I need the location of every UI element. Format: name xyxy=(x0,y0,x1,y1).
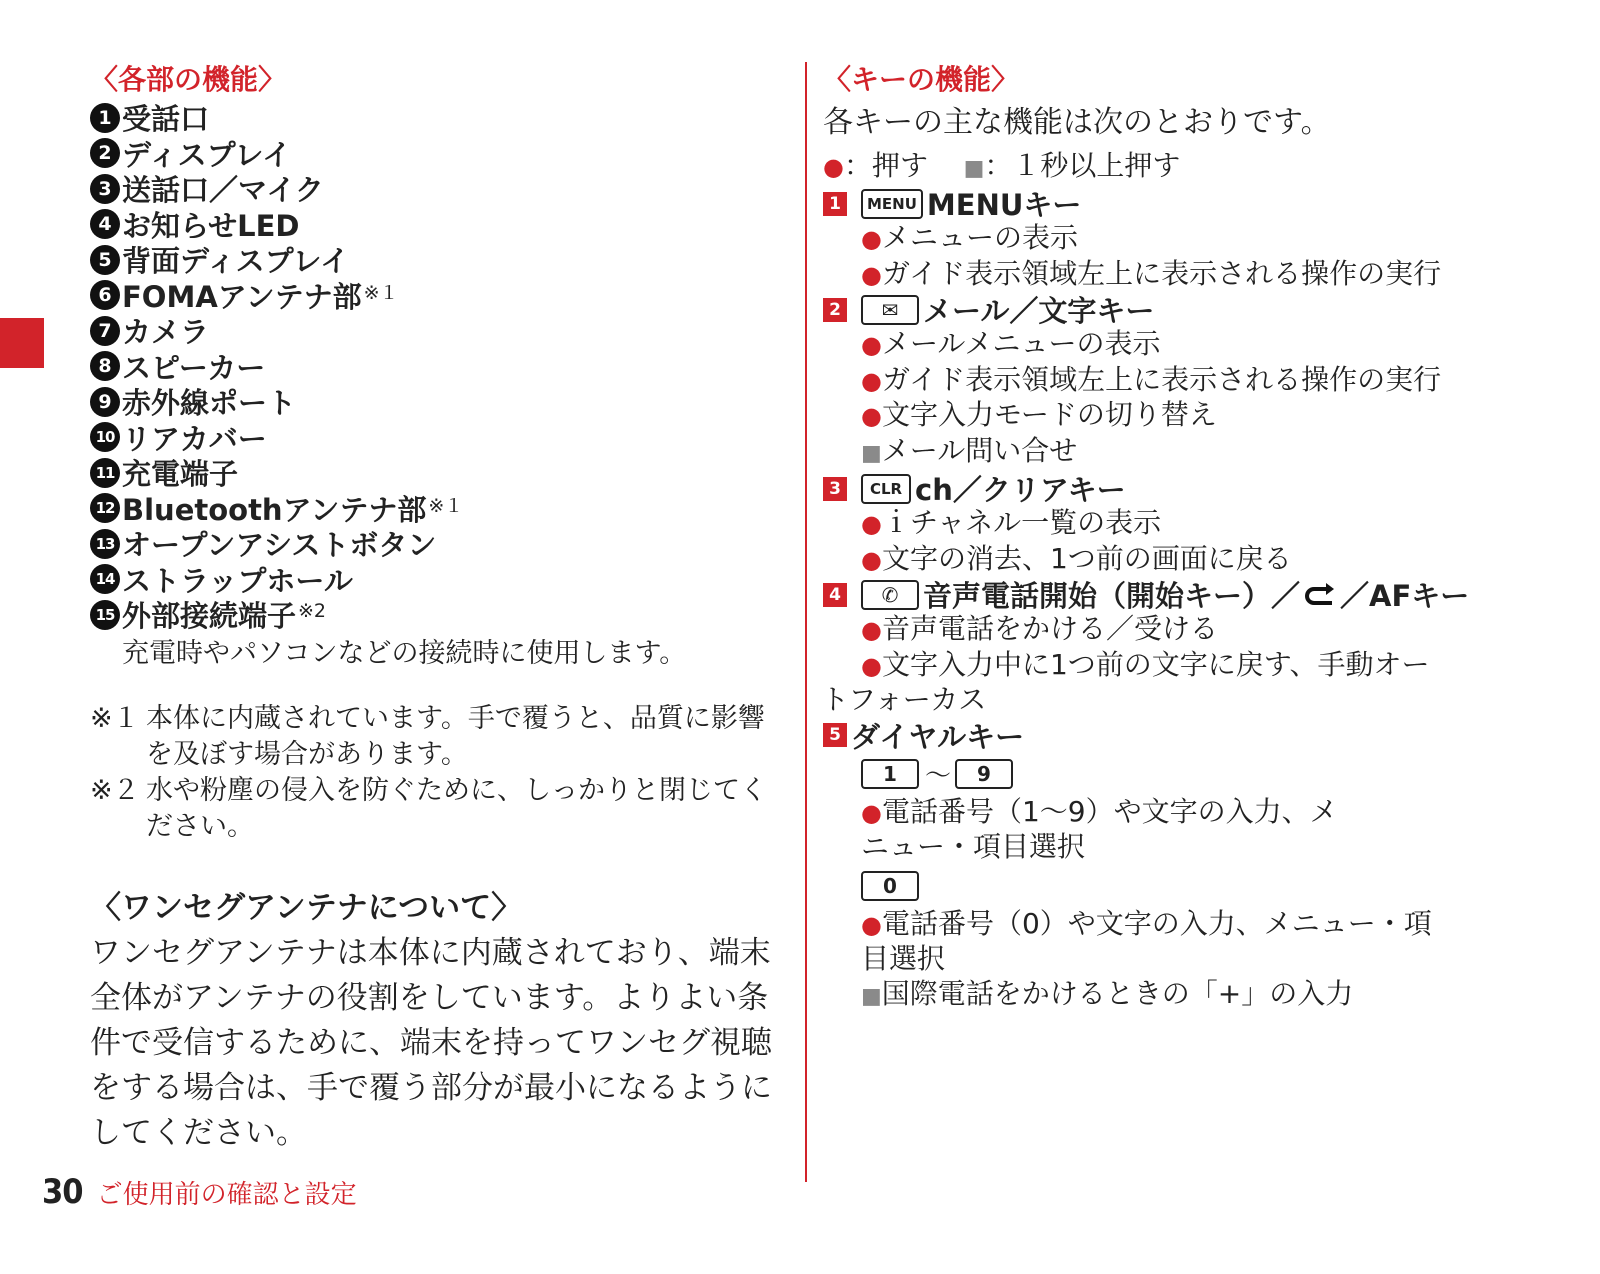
dial-1-9-function xyxy=(823,795,1563,831)
hold-square-icon: ■ xyxy=(861,440,882,466)
part-label: 背面ディスプレイ xyxy=(122,244,350,279)
part-item xyxy=(90,384,780,420)
press-bullet-icon: ● xyxy=(861,910,882,939)
key-4-continuation: トフォーカス xyxy=(821,683,987,716)
function-text: 電話番号（0）や文字の入力、メニュー・項 xyxy=(881,906,1432,940)
footnote-mark: ※２ xyxy=(90,774,140,806)
key-function-item xyxy=(823,506,1563,542)
dial-0-function xyxy=(823,907,1563,943)
part-label: ディスプレイ xyxy=(122,137,292,172)
key-1-functions xyxy=(823,221,1563,292)
press-bullet-icon: ● xyxy=(861,402,882,430)
press-bullet-icon: ● xyxy=(861,798,882,827)
press-bullet-icon: ● xyxy=(861,366,882,395)
part-item xyxy=(90,455,780,491)
function-text: メニューの表示 xyxy=(881,221,1078,254)
page-footer xyxy=(42,1172,357,1212)
key-name: 音声電話開始（開始キー）／ xyxy=(923,579,1301,613)
oneseg-section-title: 〈ワンセグアンテナについて〉 xyxy=(90,889,523,926)
function-text: 国際電話をかけるときの「+」の入力 xyxy=(881,976,1354,1010)
dial-0-function-cont: 目選択 xyxy=(861,942,946,975)
part-label: Bluetoothアンテナ部 xyxy=(122,492,427,527)
part-item xyxy=(90,242,780,278)
key-function-item xyxy=(823,327,1563,363)
function-text: 文字入力中に1つ前の文字に戻す、手動オー xyxy=(881,647,1430,681)
part-number-badge: 15 xyxy=(90,600,120,630)
function-text: 文字入力モードの切り替え xyxy=(881,398,1217,431)
part-item xyxy=(90,420,780,456)
part-label: スピーカー xyxy=(122,350,266,385)
part-number-badge: 3 xyxy=(90,174,120,204)
page-number: 30 xyxy=(42,1172,83,1212)
right-column xyxy=(823,60,1563,1014)
dial-key-1-icon: 1 xyxy=(861,759,919,789)
oneseg-body: ワンセグアンテナは本体に内蔵されており、端末全体がアンテナの役割をしています。よりよい条件で受信するために、端末を持ってワンセグ視聴をする場合は、手で覆う部分が最小になるようにしてください。 xyxy=(90,934,772,1151)
press-bullet-icon: ● xyxy=(861,651,882,680)
key-function-item xyxy=(823,257,1563,293)
return-arrow-icon xyxy=(1302,582,1338,608)
key-number-badge: 1 xyxy=(823,192,847,216)
hold-square-icon: ■ xyxy=(861,983,882,1009)
function-text: 音声電話をかける／受ける xyxy=(881,612,1218,645)
key-number-badge: 4 xyxy=(823,583,847,607)
call-key-icon: ✆ xyxy=(861,580,919,610)
part-label: 充電端子 xyxy=(122,457,239,492)
key-function-item xyxy=(823,221,1563,257)
legend-hold: ：１秒以上押す xyxy=(984,149,1181,182)
key-3-functions xyxy=(823,506,1563,577)
part-item xyxy=(90,100,780,136)
left-column xyxy=(90,60,780,1156)
key-function-item xyxy=(823,648,1563,684)
part-label: 送話口／マイク xyxy=(122,173,324,208)
clear-key-icon: CLR xyxy=(861,474,911,504)
press-bullet-icon: ● xyxy=(861,331,882,359)
key-function-item xyxy=(823,612,1563,648)
part-label: リアカバー xyxy=(122,421,267,456)
mail-key-icon: ✉ xyxy=(861,295,919,325)
part-number-badge: 8 xyxy=(90,351,120,381)
function-text: ガイド表示領域左上に表示される操作の実行 xyxy=(881,362,1442,396)
function-text: ガイド表示領域左上に表示される操作の実行 xyxy=(881,256,1442,290)
part-number-badge: 5 xyxy=(90,245,120,275)
part-item xyxy=(90,491,780,527)
part-label: 赤外線ポート xyxy=(122,386,297,421)
press-bullet-icon: ● xyxy=(861,545,882,574)
footnote-1 xyxy=(90,701,780,773)
press-bullet-icon: ● xyxy=(861,260,882,289)
dial-key-9-icon: 9 xyxy=(955,759,1013,789)
key-name-tail: ／AFキー xyxy=(1340,579,1470,613)
function-text: 電話番号（1～9）や文字の入力、メ xyxy=(881,794,1338,828)
menu-key-icon: MENU xyxy=(861,189,923,219)
part-number-badge: 6 xyxy=(90,280,120,310)
legend-press: ：押す xyxy=(843,149,928,182)
footnotes xyxy=(90,701,780,845)
part-number-badge: 14 xyxy=(90,564,120,594)
key-name: ダイヤルキー xyxy=(851,719,1025,754)
key-3-heading xyxy=(823,471,1563,506)
key-function-item xyxy=(823,434,1563,472)
dial-key-0-icon: 0 xyxy=(861,871,919,901)
press-bullet-icon: ● xyxy=(861,510,882,538)
part-item xyxy=(90,207,780,243)
key-4-functions xyxy=(823,612,1563,683)
dial-key-range xyxy=(823,753,1563,795)
key-name: メール／文字キー xyxy=(923,294,1155,328)
part-number-badge: 1 xyxy=(90,103,120,133)
function-text: メールメニューの表示 xyxy=(881,327,1161,360)
key-2-functions xyxy=(823,327,1563,471)
part-footnote-ref: ※１ xyxy=(363,281,399,304)
chapter-tab xyxy=(0,318,44,368)
part-number-badge: 7 xyxy=(90,316,120,346)
key-5-heading xyxy=(823,718,1563,753)
footnote-text: 本体に内蔵されています。手で覆うと、品質に影響を及ぼす場合があります。 xyxy=(146,702,765,770)
part-15-description: 充電時やパソコンなどの接続時に使用します。 xyxy=(122,637,687,669)
part-footnote-ref: ※2 xyxy=(298,599,327,622)
press-bullet-icon: ● xyxy=(823,153,844,181)
key-function-item xyxy=(823,542,1563,578)
part-label: 受話口 xyxy=(122,102,210,137)
part-item xyxy=(90,597,780,633)
part-label: オープンアシストボタン xyxy=(122,528,437,563)
column-divider xyxy=(805,62,807,1182)
part-number-badge: 10 xyxy=(90,422,120,452)
key-function-item xyxy=(823,398,1563,434)
dial-key-zero xyxy=(823,865,1563,907)
part-item xyxy=(90,278,780,314)
press-bullet-icon: ● xyxy=(861,616,882,644)
range-separator: ～ xyxy=(925,761,952,791)
key-2-heading xyxy=(823,292,1563,327)
part-item xyxy=(90,526,780,562)
part-number-badge: 2 xyxy=(90,138,120,168)
parts-list xyxy=(90,100,780,633)
legend xyxy=(823,146,1563,186)
hold-square-icon: ■ xyxy=(963,156,985,181)
part-item xyxy=(90,313,780,349)
part-label: お知らせLED xyxy=(122,208,300,243)
key-number-badge: 5 xyxy=(823,723,847,747)
part-item xyxy=(90,562,780,598)
part-number-badge: 9 xyxy=(90,387,120,417)
parts-section-title: 〈各部の機能〉 xyxy=(90,63,287,96)
footnote-mark: ※１ xyxy=(90,702,140,734)
part-label: 外部接続端子 xyxy=(122,599,297,634)
function-text: メール問い合せ xyxy=(881,433,1078,467)
part-number-badge: 12 xyxy=(90,493,120,523)
dial-0-hold-function xyxy=(823,977,1563,1015)
part-number-badge: 11 xyxy=(90,458,120,488)
part-number-badge: 4 xyxy=(90,209,120,239)
function-text: ｉチャネル一覧の表示 xyxy=(881,506,1162,539)
part-item xyxy=(90,171,780,207)
footnote-text: 水や粉塵の侵入を防ぐために、しっかりと閉じてください。 xyxy=(146,774,767,842)
part-label: カメラ xyxy=(122,315,210,350)
dial-1-9-function-cont: ニュー・項目選択 xyxy=(861,830,1086,863)
part-number-badge: 13 xyxy=(90,529,120,559)
keys-intro: 各キーの主な機能は次のとおりです。 xyxy=(823,105,1331,140)
section-name: ご使用前の確認と設定 xyxy=(96,1180,357,1210)
press-bullet-icon: ● xyxy=(861,225,882,253)
part-item xyxy=(90,349,780,385)
key-number-badge: 2 xyxy=(823,298,847,322)
key-function-item xyxy=(823,363,1563,399)
footnote-2 xyxy=(90,773,780,845)
key-name: ch／クリアキー xyxy=(915,473,1126,507)
part-item xyxy=(90,136,780,172)
key-name: MENUキー xyxy=(926,188,1082,222)
function-text: 文字の消去、1つ前の画面に戻る xyxy=(881,541,1292,575)
part-label: FOMAアンテナ部 xyxy=(122,279,362,314)
key-1-heading xyxy=(823,186,1563,221)
part-label: ストラップホール xyxy=(122,563,353,598)
part-footnote-ref: ※１ xyxy=(428,494,464,517)
key-4-heading xyxy=(823,577,1563,612)
keys-section-title: 〈キーの機能〉 xyxy=(823,63,1020,96)
key-number-badge: 3 xyxy=(823,477,847,501)
